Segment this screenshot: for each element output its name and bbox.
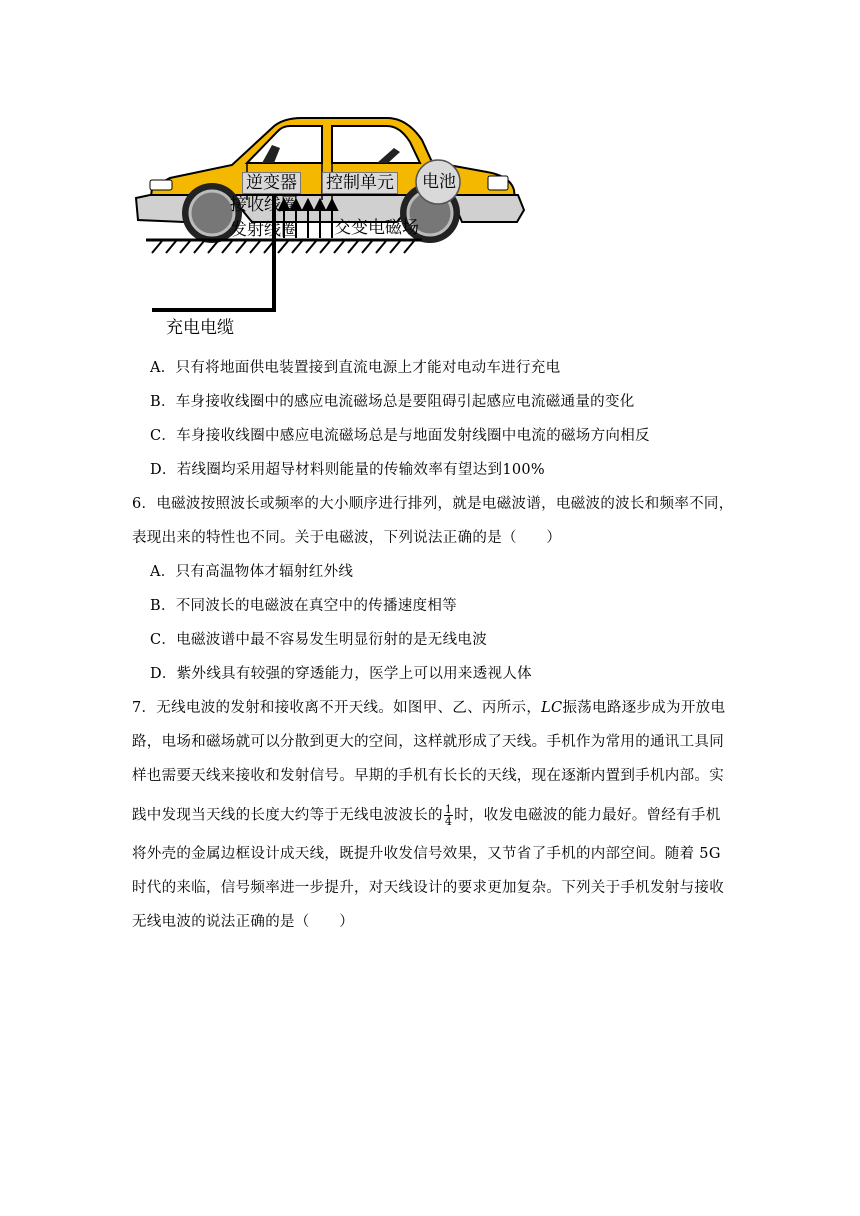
lc-symbol: LC: [541, 700, 563, 716]
q5-option-d: D．若线圈均采用超导材料则能量的传输效率有望达到100%: [150, 462, 545, 478]
car-illustration: [132, 110, 532, 350]
inverter-label: 逆变器: [242, 172, 301, 194]
q7-stem-line7: 无线电波的说法正确的是（ ）: [132, 914, 354, 930]
q6-option-a: A．只有高温物体才辐射红外线: [150, 564, 354, 580]
q6-option-d: D．紫外线具有较强的穿透能力，医学上可以用来透视人体: [150, 666, 532, 682]
q6-stem-line2: 表现出来的特性也不同。关于电磁波，下列说法正确的是（ ）: [132, 530, 562, 546]
q7-stem-line3: 样也需要天线来接收和发射信号。早期的手机有长长的天线，现在逐渐内置到手机内部。实: [132, 768, 724, 784]
q7-stem-line6: 时代的来临，信号频率进一步提升，对天线设计的要求更加复杂。下列关于手机发射与接收: [132, 880, 724, 896]
q7-stem-line2: 路，电场和磁场就可以分散到更大的空间，这样就形成了天线。手机作为常用的通讯工具同: [132, 734, 724, 750]
receive-coil-label: 接收线圈: [230, 195, 298, 215]
one-quarter-fraction: $\frac{1}{4}$: [444, 803, 453, 828]
wireless-charging-figure: [132, 110, 532, 350]
q5-option-c: C．车身接收线圈中感应电流磁场总是与地面发射线圈中电流的磁场方向相反: [150, 428, 650, 444]
q5-option-b: B．车身接收线圈中的感应电流磁场总是要阻碍引起感应电流磁通量的变化: [150, 394, 635, 410]
alternating-field-label: 交变电磁场: [334, 218, 419, 238]
ground-hatching: [146, 240, 422, 253]
transmit-coil-label: 发射线圈: [230, 220, 298, 240]
q6-stem-line1: 6．电磁波按照波长或频率的大小顺序进行排列，就是电磁波谱，电磁波的波长和频率不同，: [132, 496, 734, 512]
control-unit-label: 控制单元: [322, 172, 398, 194]
q7-stem-line4: 践中发现当天线的长度大约等于无线电波波长的 $\frac{1}{4}$ 时，收发电磁波的能力最好。曾经有手机: [132, 803, 721, 828]
battery-label: 电池: [422, 172, 456, 192]
cable-label: 充电电缆: [166, 318, 234, 338]
q5-option-a: A．只有将地面供电装置接到直流电源上才能对电动车进行充电: [150, 360, 561, 376]
q6-option-b: B．不同波长的电磁波在真空中的传播速度相等: [150, 598, 457, 614]
q6-option-c: C．电磁波谱中最不容易发生明显衍射的是无线电波: [150, 632, 487, 648]
q7-stem-line1: 7．无线电波的发射和接收离不开天线。如图甲、乙、丙所示，LC振荡电路逐步成为开放电: [132, 700, 726, 716]
q7-stem-line5: 将外壳的金属边框设计成天线，既提升收发信号效果，又节省了手机的内部空间。随着 5G: [132, 846, 721, 862]
